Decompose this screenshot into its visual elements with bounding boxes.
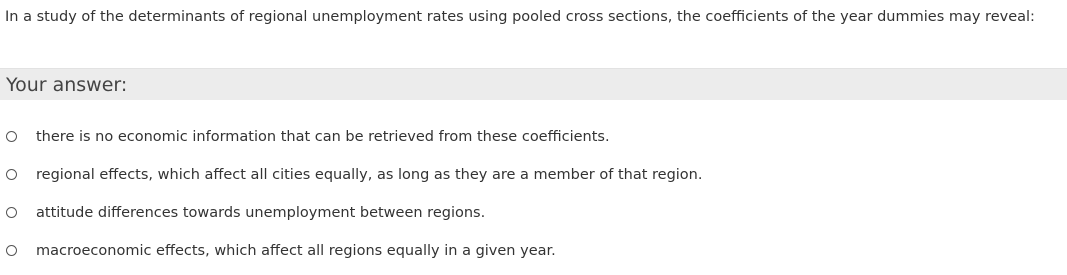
radio-button[interactable]: [6, 245, 17, 256]
radio-button[interactable]: [6, 131, 17, 142]
answer-header-label: Your answer:: [6, 74, 128, 96]
radio-button[interactable]: [6, 207, 17, 218]
answer-option-label[interactable]: regional effects, which affect all cities equally, as long as they are a member of that region.: [36, 167, 703, 183]
answer-option[interactable]: [0, 202, 1067, 224]
radio-button[interactable]: [6, 169, 17, 180]
answer-option-label[interactable]: there is no economic information that can be retrieved from these coefficients.: [36, 129, 610, 145]
answer-option[interactable]: [0, 126, 1067, 148]
answer-section-header: [0, 68, 1067, 100]
answer-option-label[interactable]: attitude differences towards unemployment between regions.: [36, 205, 486, 221]
answer-option[interactable]: [0, 164, 1067, 186]
answer-option[interactable]: [0, 240, 1067, 262]
answer-option-label[interactable]: macroeconomic effects, which affect all regions equally in a given year.: [36, 243, 556, 259]
question-text: In a study of the determinants of regional unemployment rates using pooled cross sections, the coefficients of the year dummies may reveal:: [5, 9, 1035, 25]
